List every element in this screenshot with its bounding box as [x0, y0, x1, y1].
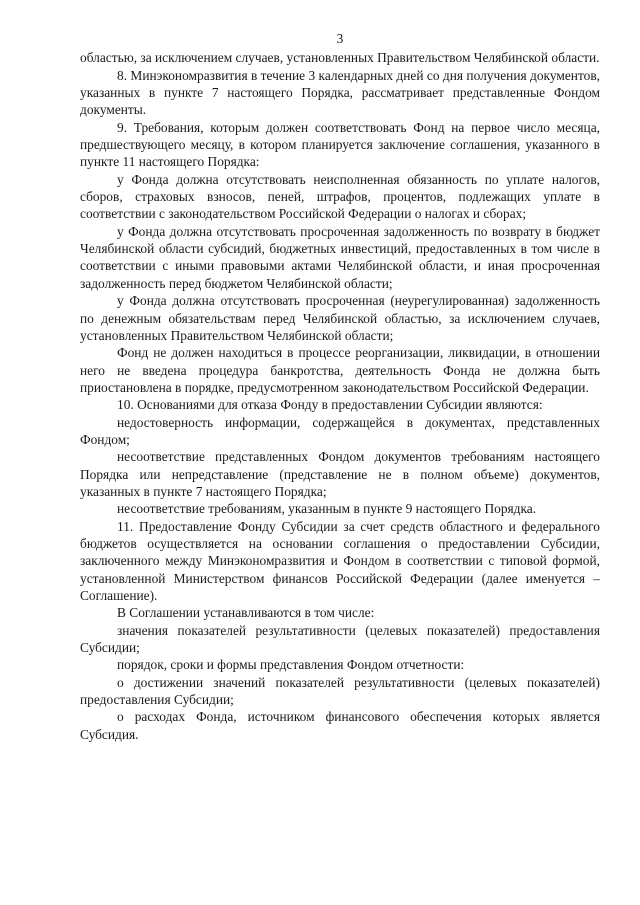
- paragraph: о расходах Фонда, источником финансового обеспечения которых является Субсидия.: [80, 709, 600, 742]
- paragraph: порядок, сроки и формы представления Фондом отчетности:: [117, 657, 465, 673]
- paragraph: значения показателей результативности (целевых показателей) предоставления Субсидии;: [80, 622, 600, 656]
- paragraph: у Фонда должна отсутствовать просроченная задолженность по возврату в бюджет Челябинской области субсидий, бюджетных инвестиций, предоставленных в том числе в соответствии с иными правовыми актами Челябинской области, и иная просроченная задолженность перед бюджетом Челябинской области;: [80, 223, 600, 291]
- paragraph: В Соглашении устанавливаются в том числе:: [117, 605, 375, 621]
- paragraph: Фонд не должен находиться в процессе реорганизации, ликвидации, в отношении него не введена процедура банкротства, деятельность Фонда не должна быть приостановлена в порядке, предусмотренном законодательством Российской Федерации.: [80, 345, 600, 395]
- document-page: [80, 30, 600, 743]
- paragraph: несоответствие требованиям, указанным в пункте 9 настоящего Порядка.: [117, 501, 537, 517]
- paragraph: у Фонда должна отсутствовать неисполненная обязанность по уплате налогов, сборов, страховых взносов, пеней, штрафов, процентов, подлежащих уплате в соответствии с законодательством Российской Федерации о налогах и сборах;: [80, 171, 600, 222]
- document-body: [80, 49, 600, 743]
- paragraph: областью, за исключением случаев, установленных Правительством Челябинской области.: [80, 50, 600, 66]
- page-number: 3: [336, 31, 344, 46]
- paragraph: у Фонда должна отсутствовать просроченная (неурегулированная) задолженность по денежным обязательствам перед Челябинской областью, за исключением случаев, установленных Правительством Челябинской области;: [80, 293, 600, 343]
- paragraph: 11. Предоставление Фонду Субсидии за счет средств областного и федерального бюджетов осуществляется на основании соглашения о предоставлении Субсидии, заключенного между Минэкономразвития и Фондом в соответствии с типовой формой, установленной Министерством финансов Российской Федерации (далее именуется – Соглашение).: [80, 518, 600, 603]
- paragraph: 9. Требования, которым должен соответствовать Фонд на первое число месяца, предшествующего месяцу, в котором планируется заключение соглашения, указанного в пункте 11 настоящего Порядка:: [80, 119, 600, 170]
- paragraph: несоответствие представленных Фондом документов требованиям настоящего Порядка или непредставление (представление не в полном объеме) документов, указанных в пункте 7 настоящего Порядка;: [80, 449, 600, 499]
- paragraph: о достижении значений показателей результативности (целевых показателей) предоставления Субсидии;: [80, 674, 600, 708]
- paragraph: 8. Минэкономразвития в течение 3 календарных дней со дня получения документов, указанных в пункте 7 настоящего Порядка, рассматривает представленные Фондом документы.: [80, 67, 600, 118]
- paragraph: 10. Основаниями для отказа Фонду в предоставлении Субсидии являются:: [117, 397, 543, 413]
- paragraph: недостоверность информации, содержащейся в документах, представленных Фондом;: [80, 414, 600, 447]
